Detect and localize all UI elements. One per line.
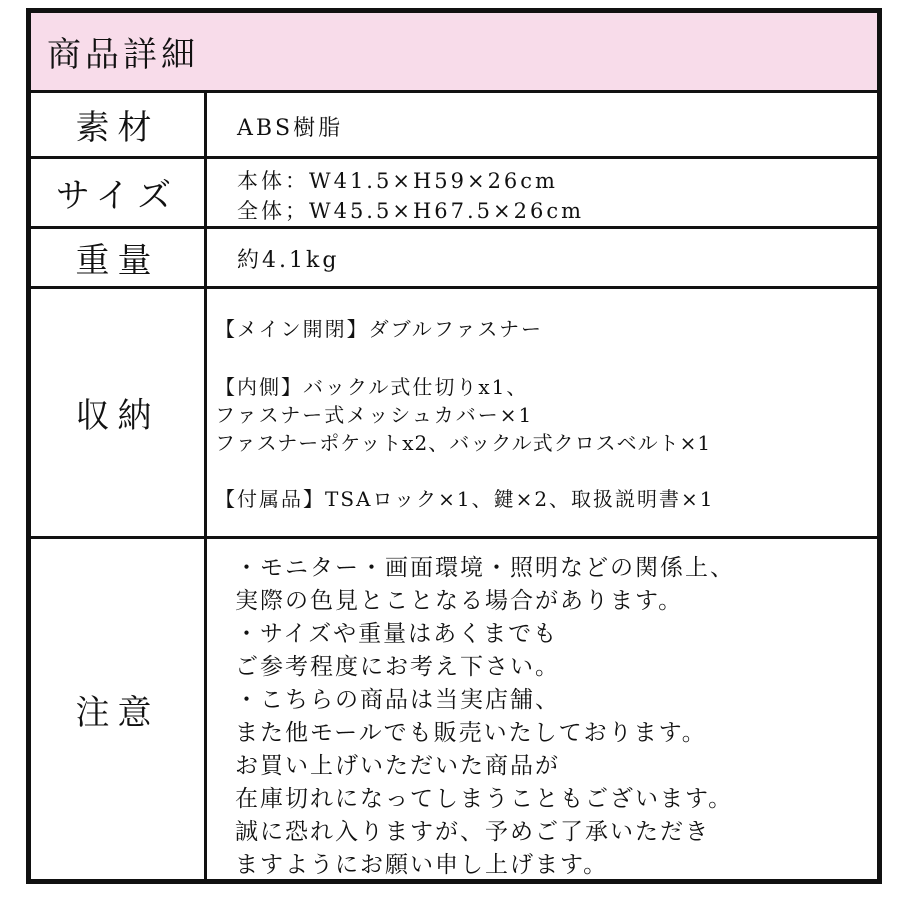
material-text: ABS樹脂 xyxy=(237,116,344,141)
value-material xyxy=(207,93,877,156)
note-line: ・こちらの商品は当実店舗、 xyxy=(235,687,560,713)
value-weight xyxy=(207,229,877,286)
label-storage: 収納 xyxy=(31,289,207,536)
note-line: 誠に恐れ入りますが、予めご了承いただき xyxy=(235,819,710,845)
row-notes xyxy=(31,539,877,879)
product-details-table xyxy=(26,8,882,884)
note-line: ・モニター・画面環境・照明などの関係上、 xyxy=(235,555,735,581)
size-total-text: 全体；W45.5×H67.5×26cm xyxy=(237,199,585,223)
label-size: サイズ xyxy=(31,159,207,226)
title-bar xyxy=(31,13,877,93)
storage-inner-1: 【内側】バックル式仕切りx1、 xyxy=(215,375,529,399)
weight-text: 約4.1kg xyxy=(237,248,340,273)
storage-inner-3: ファスナーポケットx2、バックル式クロスベルト×1 xyxy=(215,431,712,455)
note-line: ますようにお願い申し上げます。 xyxy=(235,852,609,878)
size-body-text: 本体：W41.5×H59×26cm xyxy=(237,169,558,193)
value-storage xyxy=(207,289,877,536)
note-line: また他モールでも販売いたしております。 xyxy=(235,720,707,746)
value-size xyxy=(207,159,877,226)
row-storage xyxy=(31,289,877,539)
label-weight: 重量 xyxy=(31,229,207,286)
storage-inner-2: ファスナー式メッシュカバー×1 xyxy=(215,403,534,427)
note-line: ご参考程度にお考え下さい。 xyxy=(235,654,560,680)
row-size xyxy=(31,159,877,229)
value-notes xyxy=(207,539,877,879)
row-material xyxy=(31,93,877,159)
note-line: お買い上げいただいた商品が xyxy=(235,753,560,779)
label-material: 素材 xyxy=(31,93,207,156)
storage-accessories: 【付属品】TSAロック×1、鍵×2、取扱説明書×1 xyxy=(215,487,715,511)
note-line: 実際の色見とことなる場合があります。 xyxy=(235,588,684,614)
storage-main-open: 【メイン開閉】ダブルファスナー xyxy=(215,317,543,341)
label-notes: 注意 xyxy=(31,539,207,879)
page-title: 商品詳細 xyxy=(47,35,199,75)
note-line: 在庫切れになってしまうこともございます。 xyxy=(235,786,734,812)
row-weight xyxy=(31,229,877,289)
note-line: ・サイズや重量はあくまでも xyxy=(235,621,559,647)
